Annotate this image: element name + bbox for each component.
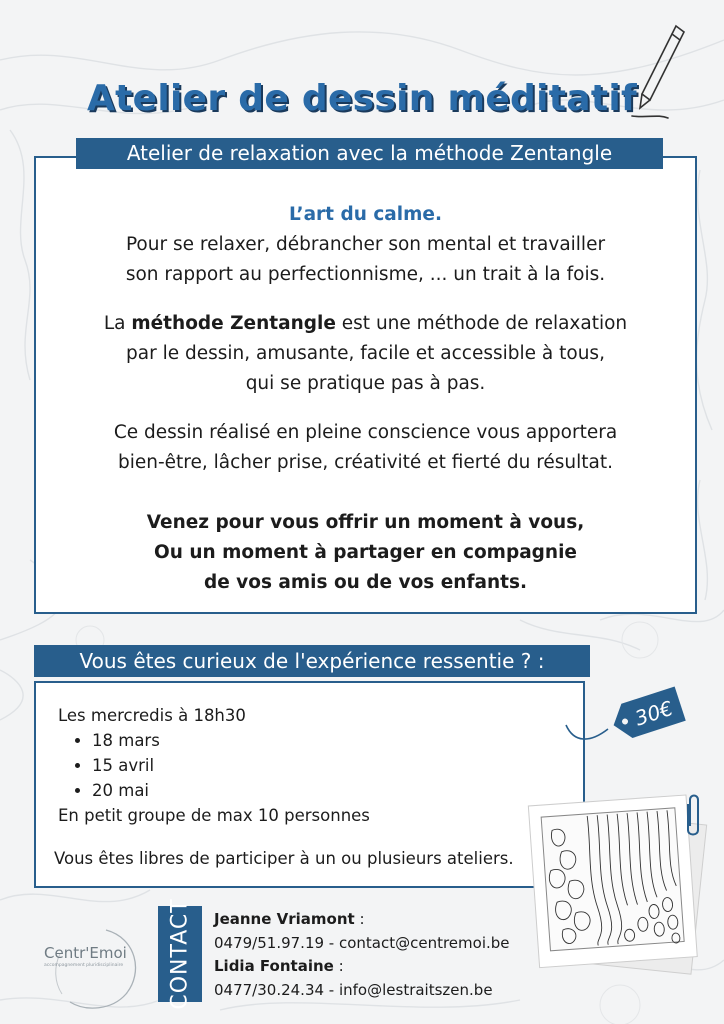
- price-tag-icon: [560, 685, 690, 755]
- price-value: 30€: [632, 695, 676, 731]
- intro-p3-line2: bien-être, lâcher prise, créativité et fierté du résultat.: [117, 452, 614, 473]
- zentangle-artwork-image: [522, 786, 712, 982]
- schedule-heading: Vous êtes curieux de l'expérience ressentie ? :: [34, 645, 590, 677]
- contact-name-2: Lidia Fontaine: [214, 957, 334, 975]
- logo-name: Centr'Emoi: [44, 944, 127, 962]
- intro-text: [34, 200, 697, 617]
- intro-p2-bold: méthode Zentangle: [131, 313, 336, 334]
- intro-lead: L’art du calme.: [289, 204, 442, 225]
- intro-p2-line3: qui se pratique pas à pas.: [245, 373, 486, 394]
- logo-tagline: accompagnement pluridisciplinaire: [44, 963, 124, 968]
- price-tag: [560, 685, 690, 759]
- date-item: • 18 mars: [92, 728, 514, 753]
- contact-suffix-2: :: [333, 957, 344, 975]
- date-item: • 20 mai: [92, 778, 514, 803]
- contact-label-bar: [158, 898, 202, 1010]
- intro-p2-post: est une méthode de relaxation: [335, 313, 628, 334]
- intro-p1-line2: son rapport au perfectionnisme, ... un trait à la fois.: [125, 264, 606, 285]
- intro-p3-line1: Ce dessin réalisé en pleine conscience vous apportera: [113, 422, 618, 443]
- contact-label: CONTACT: [167, 898, 193, 1010]
- intro-p2-line2: par le dessin, amusante, facile et accessible à tous,: [126, 343, 605, 364]
- cta-line3: de vos amis ou de vos enfants.: [203, 572, 528, 593]
- schedule-text: [54, 703, 514, 871]
- cta-line1: Venez pour vous offrir un moment à vous,: [146, 512, 585, 533]
- contact-info: [214, 908, 510, 1002]
- schedule-intro: Les mercredis à 18h30: [58, 706, 246, 725]
- schedule-dates-list: [58, 728, 514, 803]
- contact-details-2: 0477/30.24.34 - info@lestraitszen.be: [214, 980, 493, 999]
- intro-p1-line1: Pour se relaxer, débrancher son mental et travailler: [125, 234, 606, 255]
- contact-name-1: Jeanne Vriamont: [214, 910, 355, 928]
- page-title: Atelier de dessin méditatif: [87, 78, 637, 119]
- intro-p2-pre: La: [103, 313, 132, 334]
- schedule-group: En petit groupe de max 10 personnes: [58, 806, 370, 825]
- date-item: • 15 avril: [92, 753, 514, 778]
- subtitle-banner: Atelier de relaxation avec la méthode Zentangle: [76, 138, 663, 169]
- contact-details-1: 0479/51.97.19 - contact@centremoi.be: [214, 933, 510, 952]
- schedule-note: Vous êtes libres de participer à un ou plusieurs ateliers.: [54, 849, 514, 868]
- cta-line2: Ou un moment à partager en compagnie: [154, 542, 577, 563]
- contact-suffix-1: :: [354, 910, 365, 928]
